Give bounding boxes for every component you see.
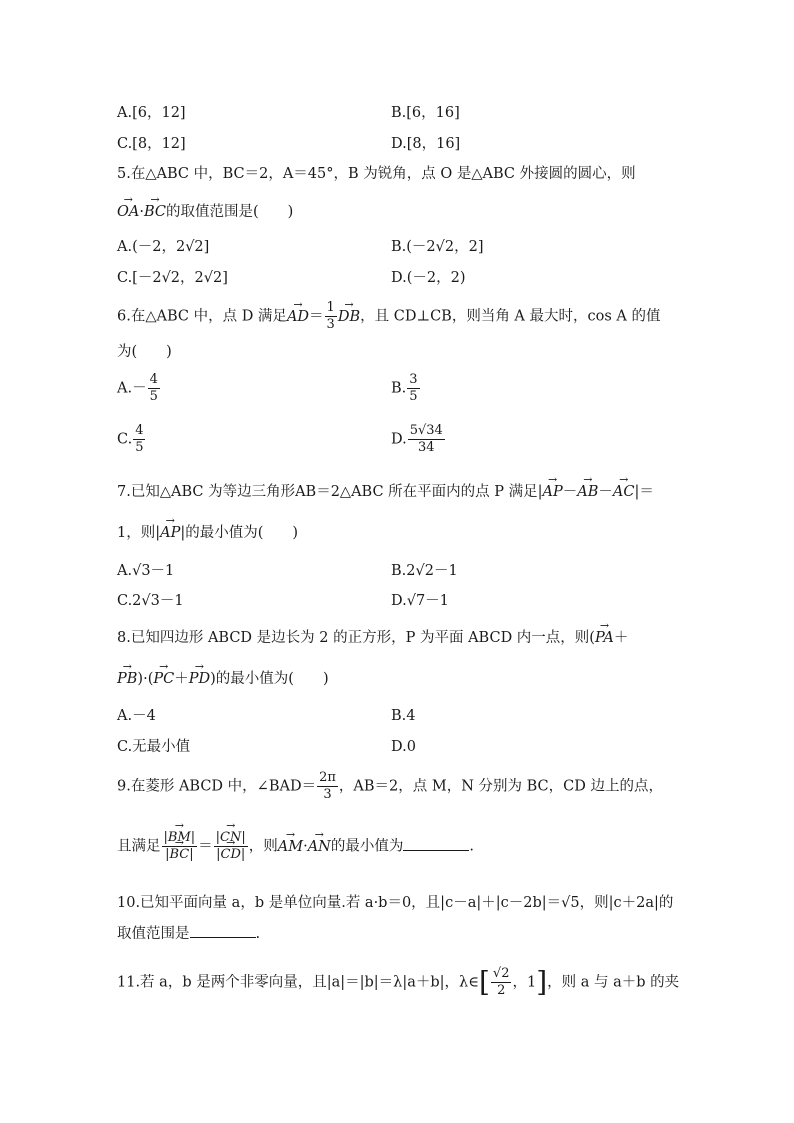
fraction-numerator: |→ BM| — [162, 830, 198, 847]
q9-stem-head: 9.在菱形 ABCD 中，∠BAD＝ — [117, 778, 317, 795]
q10-stem-line2: 取值范围是 . — [117, 923, 260, 945]
vector-bm: → BM — [168, 830, 191, 846]
fraction-numerator: 2π — [319, 770, 336, 785]
fraction — [133, 423, 145, 456]
q9-stem2-mid: ，则 — [248, 838, 278, 855]
q11-stem-tail: ，则 a 与 a＋b 的夹 — [547, 974, 680, 991]
q7-stem2-tail: |的最小值为( ) — [180, 525, 299, 541]
ratio-fraction-bm-bc — [162, 830, 198, 863]
q9-stem-tail: ，AB＝2，点 M，N 分别为 BC，CD 边上的点， — [338, 778, 663, 795]
q9-stem2-head: 且满足 — [117, 838, 161, 855]
q7-option-a: A.√3－1 — [117, 563, 175, 579]
fraction-denominator: |→ BC| — [163, 847, 196, 863]
q7-stem-head: 7.已知△ABC 为等边三角形AB＝2△ABC 所在平面内的点 P 满足| — [117, 484, 543, 500]
fraction-denominator: 5 — [135, 440, 144, 455]
vector-ap: → AP — [160, 522, 180, 544]
q7-stem2-head: 1，则| — [117, 525, 161, 541]
interval-fraction — [491, 966, 512, 999]
q5-option-c: C.[－2√2，2√2] — [117, 270, 228, 286]
fraction-denominator: |→ CD| — [214, 847, 247, 863]
q7-stem-line1: 7.已知△ABC 为等边三角形AB＝2△ABC 所在平面内的点 P 满足|→ AP－→ AB－→ AC|＝ — [117, 481, 654, 503]
fraction-denominator: 34 — [418, 440, 435, 455]
q7-option-b: B.2√2－1 — [391, 563, 458, 579]
fraction-numerator: 3 — [409, 372, 418, 387]
left-bracket: [ — [478, 965, 490, 999]
fraction-numerator: 4 — [149, 372, 158, 387]
q5-option-d: D.(－2，2) — [391, 270, 466, 286]
fraction-numerator: 5√34 — [409, 423, 443, 438]
q6-option-d: D. $\frac{5√34}{34}$ — [391, 423, 443, 455]
vector-ap: → AP — [543, 481, 563, 503]
vector-bc: → BC — [144, 201, 166, 223]
vector-pb: → PB — [117, 668, 137, 690]
q8-option-a: A.－4 — [117, 708, 156, 724]
vector-pd: → PD — [189, 668, 210, 690]
q9-stem-line2: 且满足 $\frac{|\to BM|}{|\to BC|}$ ＝ $\frac{|\to CN|}{|\to CD|}$ ，则→ AM·→ AN的最小值为 . — [117, 830, 474, 863]
fraction-denominator: 3 — [323, 787, 332, 802]
q5-stem-line2: → OA·→ BC的取值范围是( ) — [117, 201, 293, 223]
fraction-numerator: 1 — [326, 300, 335, 315]
vector-pc: → PC — [153, 668, 174, 690]
answer-blank — [403, 836, 469, 851]
q8-stem-line2: → PB)·(→ PC＋→ PD)的最小值为( ) — [117, 668, 329, 690]
fraction-denominator: 5 — [149, 389, 158, 404]
q7-option-d: D.√7－1 — [391, 593, 449, 609]
fraction-numerator: 4 — [135, 423, 144, 438]
q8-option-b: B.4 — [391, 708, 416, 724]
vector-pa: → PA — [595, 627, 614, 649]
vector-db: → DB — [338, 306, 360, 328]
angle-fraction — [317, 770, 338, 803]
q6-option-c: C. $\frac{4}{5}$ — [117, 423, 144, 455]
right-bracket: ] — [536, 965, 548, 999]
fraction-denominator: 3 — [326, 317, 335, 332]
q9-stem-line1 — [117, 770, 663, 803]
q6-option-b: B. $\frac{3}{5}$ — [391, 372, 418, 404]
q5-stem-line1: 5.在△ABC 中，BC＝2，A＝45°，B 为锐角，点 O 是△ABC 外接圆的圆心，则 — [117, 166, 636, 182]
ratio-fraction-cn-cd — [214, 830, 248, 863]
q8-stem-head: 8.已知四边形 ABCD 是边长为 2 的正方形，P 为平面 ABCD 内一点，则( — [117, 630, 595, 646]
vector-cd: → CD — [221, 847, 241, 863]
q8-option-c: C.无最小值 — [117, 739, 191, 755]
q11-stem-head: 11.若 a，b 是两个非零向量，且|a|＝|b|＝λ|a＋b|，λ∈ — [117, 974, 479, 991]
q8-stem-tail: 的最小值为( ) — [215, 671, 329, 687]
q5-option-a: A.(－2，2√2] — [117, 239, 210, 255]
fraction-numerator: |→ CN| — [214, 830, 248, 847]
q10-stem-line1: 10.已知平面向量 a，b 是单位向量.若 a·b＝0，且|c－a|＋|c－2b|＝√5，则|c＋2a|的 — [117, 895, 674, 911]
q5-stem-tail: 的取值范围是( ) — [166, 204, 294, 220]
q6-stem-line2: 为( ) — [117, 344, 172, 360]
q6-fraction — [325, 300, 337, 333]
q8-option-d: D.0 — [391, 739, 416, 755]
q6-stem-tail: ，且 CD⊥CB，则当角 A 最大时，cos A 的值 — [360, 308, 661, 325]
fraction — [148, 372, 160, 405]
q4-option-b: B.[6，16] — [391, 105, 460, 121]
q11-stem-line1: 11.若 a，b 是两个非零向量，且|a|＝|b|＝λ|a＋b|，λ∈[ $\frac{√2}{2}$ ，1]，则 a 与 a＋b 的夹 — [117, 965, 680, 999]
fraction-denominator: 2 — [497, 983, 506, 998]
q9-stem2-tail: 的最小值为 — [330, 838, 404, 855]
vector-ab: → AB — [577, 481, 598, 503]
q4-option-a: A.[6，12] — [117, 105, 186, 121]
q6-stem-head: 6.在△ABC 中，点 D 满足 — [117, 308, 287, 325]
fraction — [408, 423, 445, 456]
q4-option-c: C.[8，12] — [117, 136, 186, 152]
vector-cn: → CN — [220, 830, 241, 846]
q6-stem-line1: 6.在△ABC 中，点 D 满足→ AD＝ $\frac{1}{3}$ → DB，且 CD⊥CB，则当角 A 最大时，cos A 的值 — [117, 300, 661, 333]
fraction-denominator: 5 — [409, 389, 418, 404]
vector-an: → AN — [308, 836, 331, 858]
fraction-numerator: √2 — [492, 966, 510, 981]
q7-stem-tail: |＝ — [634, 484, 654, 500]
q7-option-c: C.2√3－1 — [117, 593, 184, 609]
q4-option-d: D.[8，16] — [391, 136, 461, 152]
vector-bc: → BC — [169, 847, 189, 863]
fraction — [407, 372, 419, 405]
vector-ac: → AC — [613, 481, 635, 503]
q5-option-b: B.(－2√2，2] — [391, 239, 484, 255]
q6-option-a: A.－ $\frac{4}{5}$ — [117, 372, 158, 404]
vector-ad: → AD — [287, 306, 309, 328]
q10-stem2: 取值范围是 — [117, 926, 190, 942]
q7-stem-line2 — [117, 522, 298, 544]
q8-stem-line1: 8.已知四边形 ABCD 是边长为 2 的正方形，P 为平面 ABCD 内一点，则(→ PA＋ — [117, 627, 628, 649]
vector-am: → AM — [278, 836, 303, 858]
vector-oa: → OA — [117, 201, 139, 223]
answer-blank — [190, 923, 256, 938]
